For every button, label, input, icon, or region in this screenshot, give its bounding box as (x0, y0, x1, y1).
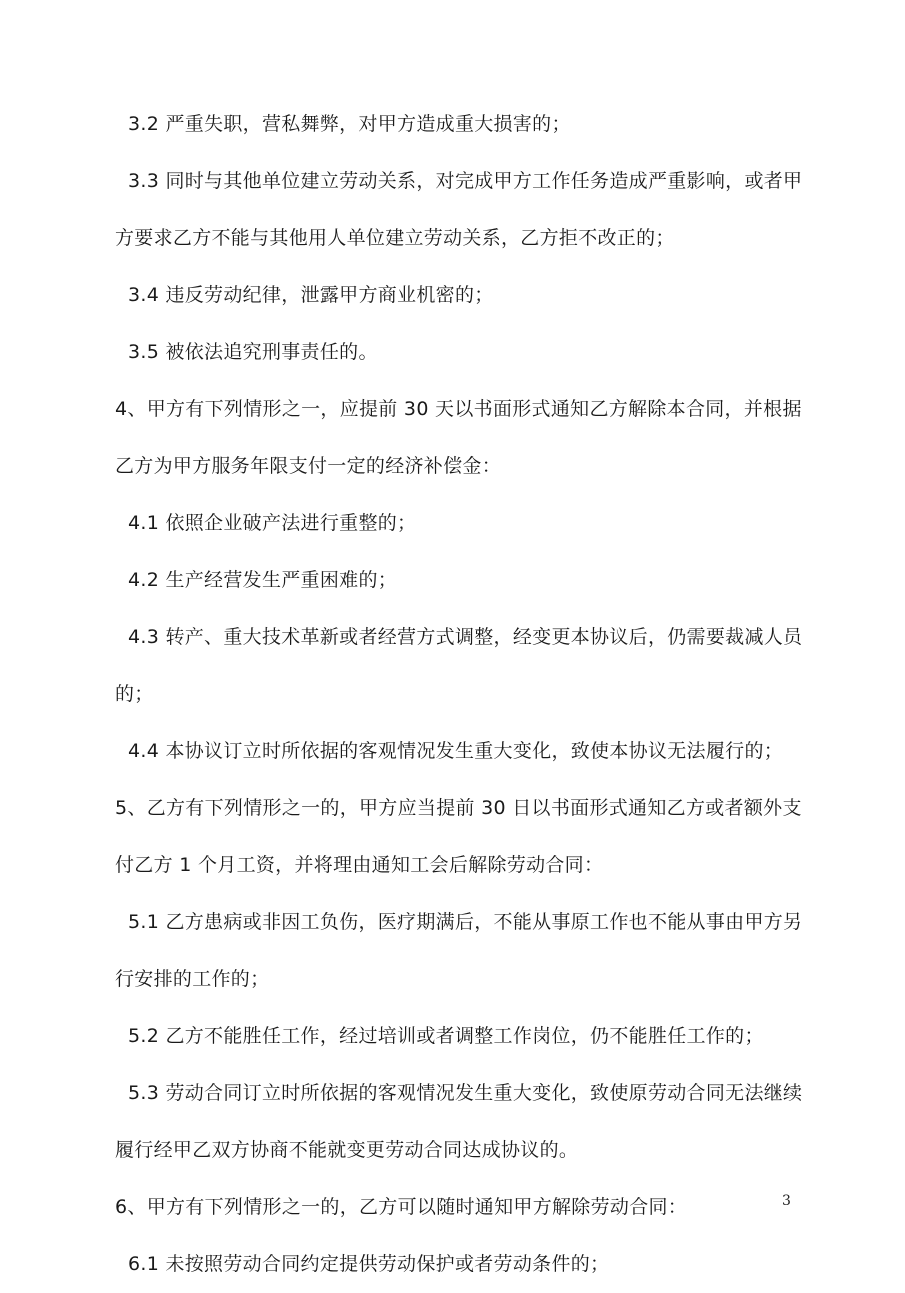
clause-4-2: 4.2 生产经营发生严重困难的； (128, 569, 398, 591)
clause-5-3: 5.3 劳动合同订立时所依据的客观情况发生重大变化，致使原劳动合同无法继续履行经甲乙双方协商不能就变更劳动合同达成协议的。 (115, 1082, 803, 1161)
clause-5-2: 5.2 乙方不能胜任工作，经过培训或者调整工作岗位，仍不能胜任工作的； (128, 1025, 764, 1047)
clause-3-3: 3.3 同时与其他单位建立劳动关系，对完成甲方工作任务造成严重影响，或者甲方要求乙方不能与其他用人单位建立劳动关系，乙方拒不改正的； (115, 170, 803, 249)
clause-5: 5、乙方有下列情形之一的，甲方应当提前 30 日以书面形式通知乙方或者额外支付乙方 1 个月工资，并将理由通知工会后解除劳动合同： (115, 797, 802, 876)
clause-6-1: 6.1 未按照劳动合同约定提供劳动保护或者劳动条件的； (128, 1253, 610, 1275)
clause-3-5: 3.5 被依法追究刑事责任的。 (128, 341, 378, 363)
clause-4-1: 4.1 依照企业破产法进行重整的； (128, 512, 417, 534)
clause-4: 4、甲方有下列情形之一，应提前 30 天以书面形式通知乙方解除本合同，并根据乙方为甲方服务年限支付一定的经济补偿金： (115, 398, 802, 477)
document-body (115, 96, 803, 1293)
page-number: 3 (782, 1193, 791, 1209)
clause-4-3: 4.3 转产、重大技术革新或者经营方式调整，经变更本协议后，仍需要裁减人员的； (115, 626, 803, 705)
clause-3-2: 3.2 严重失职，营私舞弊，对甲方造成重大损害的； (128, 113, 571, 135)
clause-5-1: 5.1 乙方患病或非因工负伤，医疗期满后，不能从事原工作也不能从事由甲方另行安排的工作的； (115, 911, 803, 990)
clause-4-4: 4.4 本协议订立时所依据的客观情况发生重大变化，致使本协议无法履行的； (128, 740, 784, 762)
clause-6: 6、甲方有下列情形之一的，乙方可以随时通知甲方解除劳动合同： (115, 1196, 688, 1218)
clause-3-4: 3.4 违反劳动纪律，泄露甲方商业机密的； (128, 284, 494, 306)
